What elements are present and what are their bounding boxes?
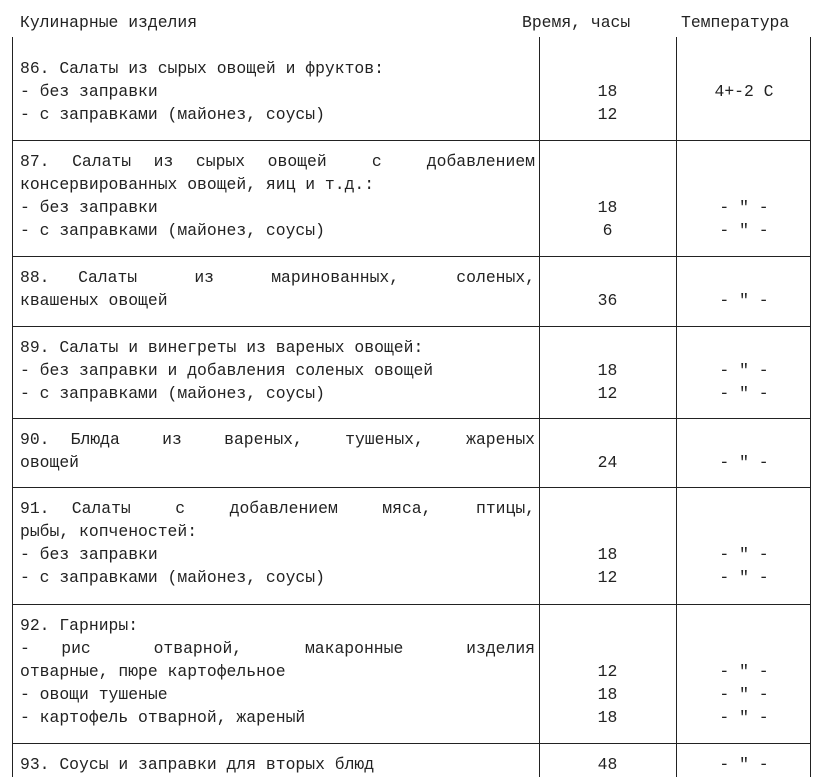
time-value: 48: [597, 755, 618, 774]
time-value: 24: [597, 453, 618, 472]
temperature-value: - " -: [719, 545, 769, 564]
temperature-value: - " -: [719, 198, 769, 217]
time-value: 12: [597, 662, 618, 681]
temperature-value: 4+-2 С: [714, 82, 774, 101]
time-value: 12: [597, 105, 618, 124]
item-text: 93. Соусы и заправки для вторых блюд: [20, 755, 375, 774]
temperature-value: - " -: [719, 221, 769, 240]
item-text: 89. Салаты и винегреты из вареных овощей:: [20, 338, 424, 357]
temperature-value: - " -: [719, 662, 769, 681]
item-text: 88. Салаты из маринованных, соленых,: [20, 268, 535, 287]
time-value: 18: [597, 545, 618, 564]
header-items: Кулинарные изделия: [20, 13, 198, 32]
time-value: 18: [597, 198, 618, 217]
item-text: - с заправками (майонез, соусы): [20, 105, 325, 124]
temperature-value: - " -: [719, 708, 769, 727]
time-value: 12: [597, 384, 618, 403]
header-temperature: Температура: [681, 13, 790, 32]
item-text: - с заправками (майонез, соусы): [20, 221, 325, 240]
item-text: 90. Блюда из вареных, тушеных, жареных: [20, 430, 535, 449]
item-text: 86. Салаты из сырых овощей и фруктов:: [20, 59, 384, 78]
time-value: 18: [597, 685, 618, 704]
temperature-value: - " -: [719, 384, 769, 403]
item-text: 87. Салаты из сырых овощей с добавлением: [20, 152, 535, 171]
row-separator: [12, 418, 811, 419]
item-text: - без заправки: [20, 198, 158, 217]
time-value: 18: [597, 708, 618, 727]
item-text: рыбы, копченостей:: [20, 522, 198, 541]
item-text: 91. Салаты с добавлением мяса, птицы,: [20, 499, 535, 518]
row-separator: [12, 743, 811, 744]
temperature-value: - " -: [719, 291, 769, 310]
item-text: - без заправки и добавления соленых овощей: [20, 361, 434, 380]
rule-left: [12, 37, 13, 777]
item-text: - картофель отварной, жареный: [20, 708, 306, 727]
item-text: - без заправки: [20, 82, 158, 101]
temperature-value: - " -: [719, 361, 769, 380]
item-text: квашеных овощей: [20, 291, 168, 310]
item-text: - с заправками (майонез, соусы): [20, 384, 325, 403]
time-value: 6: [602, 221, 613, 240]
temperature-value: - " -: [719, 453, 769, 472]
item-text: - с заправками (майонез, соусы): [20, 568, 325, 587]
header-time: Время, часы: [522, 13, 631, 32]
time-value: 18: [597, 82, 618, 101]
item-text: - овощи тушеные: [20, 685, 168, 704]
item-text: овощей: [20, 453, 80, 472]
time-value: 36: [597, 291, 618, 310]
row-separator: [12, 604, 811, 605]
item-text: - рис отварной, макаронные изделия: [20, 639, 535, 658]
item-text: консервированных овощей, яиц и т.д.:: [20, 175, 375, 194]
item-text: отварные, пюре картофельное: [20, 662, 286, 681]
row-separator: [12, 140, 811, 141]
temperature-value: - " -: [719, 568, 769, 587]
time-value: 12: [597, 568, 618, 587]
row-separator: [12, 326, 811, 327]
row-separator: [12, 256, 811, 257]
time-value: 18: [597, 361, 618, 380]
temperature-value: - " -: [719, 755, 769, 774]
temperature-value: - " -: [719, 685, 769, 704]
row-separator: [12, 487, 811, 488]
item-text: - без заправки: [20, 545, 158, 564]
item-text: 92. Гарниры:: [20, 616, 139, 635]
